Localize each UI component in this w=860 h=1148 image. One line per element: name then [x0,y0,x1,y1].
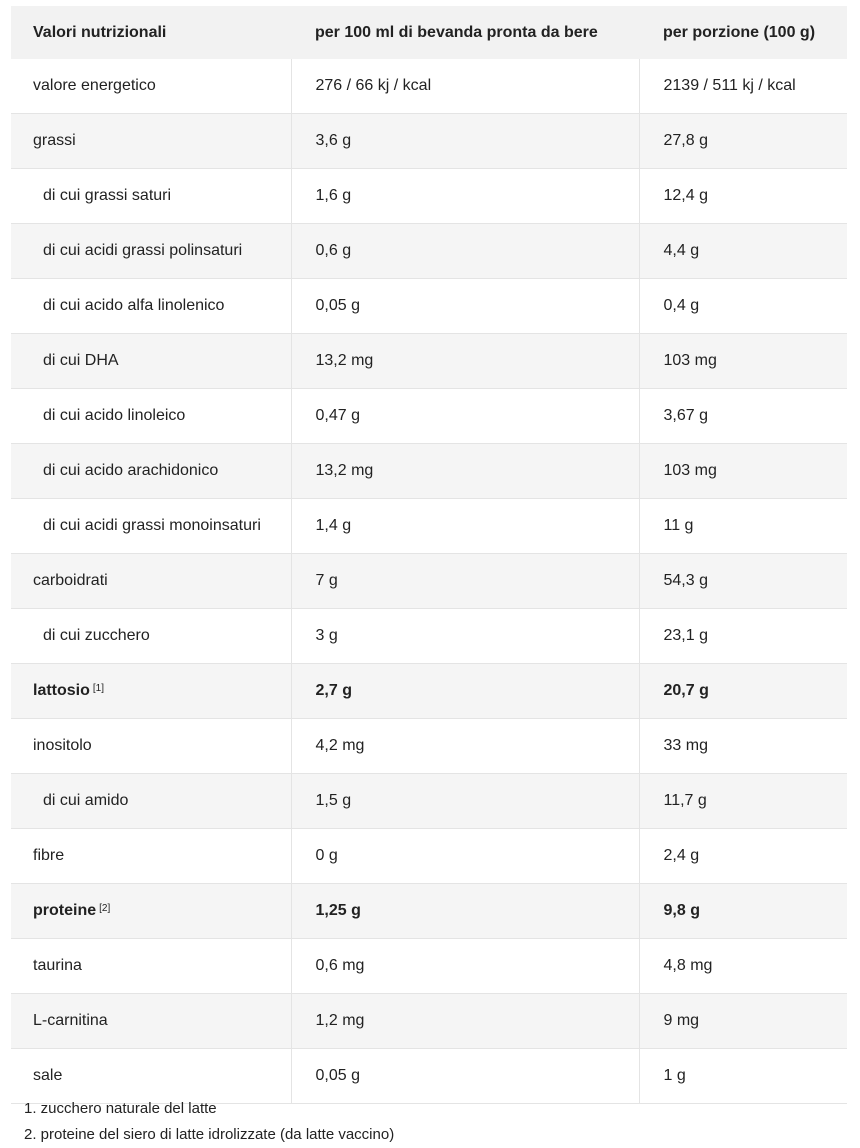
nutrient-name-cell [11,334,291,389]
nutrient-name-cell [11,114,291,169]
nutrient-name-cell [11,829,291,884]
table-row [11,169,847,224]
nutrient-name-cell [11,444,291,499]
value-per-100ml: 276 / 66 kj / kcal [291,59,639,114]
table-row [11,664,847,719]
nutrient-name-cell [11,884,291,939]
value-per-100ml: 7 g [291,554,639,609]
value-per-portion: 0,4 g [639,279,847,334]
value-per-100ml: 0,6 g [291,224,639,279]
nutrition-table [11,6,847,1104]
table-row [11,719,847,774]
nutrient-name: L-carnitina [33,1012,108,1029]
value-per-100ml: 0,05 g [291,1049,639,1104]
nutrient-name: di cui DHA [43,352,119,369]
table-row [11,444,847,499]
value-per-100ml: 3,6 g [291,114,639,169]
nutrition-table-container [11,6,847,1104]
nutrient-name: di cui grassi saturi [43,187,172,204]
nutrient-name: di cui amido [43,792,129,809]
nutrient-name: fibre [33,847,65,864]
nutrient-name-cell [11,774,291,829]
value-per-portion: 23,1 g [639,609,847,664]
nutrient-name-cell [11,169,291,224]
value-per-100ml: 0 g [291,829,639,884]
value-per-portion: 3,67 g [639,389,847,444]
nutrient-name: inositolo [33,737,92,754]
value-per-100ml: 13,2 mg [291,444,639,499]
nutrient-name: valore energetico [33,77,156,94]
nutrient-name-cell [11,939,291,994]
table-header-row [11,6,847,59]
value-per-portion: 54,3 g [639,554,847,609]
value-per-100ml: 2,7 g [291,664,639,719]
value-per-portion: 1 g [639,1049,847,1104]
footnote-reference: [2] [99,903,111,914]
table-row [11,554,847,609]
table-row [11,609,847,664]
nutrient-name-cell [11,389,291,444]
nutrient-name-cell [11,719,291,774]
nutrient-name: di cui acidi grassi monoinsaturi [43,517,261,534]
table-row [11,279,847,334]
nutrient-name-cell [11,664,291,719]
value-per-portion: 4,4 g [639,224,847,279]
value-per-100ml: 1,4 g [291,499,639,554]
value-per-portion: 2139 / 511 kj / kcal [639,59,847,114]
nutrient-name: carboidrati [33,572,108,589]
header-per-portion: per porzione (100 g) [639,6,847,59]
table-row [11,59,847,114]
value-per-portion: 4,8 mg [639,939,847,994]
value-per-portion: 11,7 g [639,774,847,829]
value-per-portion: 103 mg [639,334,847,389]
nutrient-name-cell [11,499,291,554]
table-row [11,829,847,884]
value-per-100ml: 1,25 g [291,884,639,939]
nutrient-name-cell [11,279,291,334]
nutrient-name-cell [11,224,291,279]
nutrient-name-cell [11,609,291,664]
nutrient-name-cell [11,554,291,609]
value-per-portion: 11 g [639,499,847,554]
value-per-portion: 2,4 g [639,829,847,884]
footnote-2: 2. proteine del siero di latte idrolizzate (da latte vaccino) [24,1126,395,1143]
nutrient-name: di cui acido arachidonico [43,462,219,479]
table-row [11,499,847,554]
table-row [11,114,847,169]
nutrient-name: proteine [33,902,97,919]
footnote-1: 1. zucchero naturale del latte [24,1100,217,1117]
nutrient-name: grassi [33,132,76,149]
table-row [11,334,847,389]
value-per-100ml: 3 g [291,609,639,664]
nutrient-name: taurina [33,957,82,974]
value-per-portion: 27,8 g [639,114,847,169]
value-per-100ml: 0,6 mg [291,939,639,994]
header-nutrient: Valori nutrizionali [11,6,291,59]
table-row [11,224,847,279]
table-row [11,774,847,829]
value-per-100ml: 0,47 g [291,389,639,444]
nutrient-name: di cui acido alfa linolenico [43,297,225,314]
header-per-100ml: per 100 ml di bevanda pronta da bere [291,6,639,59]
nutrient-name: di cui acido linoleico [43,407,186,424]
value-per-portion: 103 mg [639,444,847,499]
footnotes [24,1096,394,1148]
value-per-100ml: 1,2 mg [291,994,639,1049]
value-per-portion: 20,7 g [639,664,847,719]
nutrient-name: di cui zucchero [43,627,150,644]
value-per-100ml: 1,5 g [291,774,639,829]
footnote-reference: [1] [92,683,105,694]
table-row [11,884,847,939]
value-per-100ml: 4,2 mg [291,719,639,774]
table-body [11,59,847,1104]
table-row [11,994,847,1049]
nutrient-name-cell [11,994,291,1049]
value-per-100ml: 0,05 g [291,279,639,334]
nutrient-name: di cui acidi grassi polinsaturi [43,242,243,259]
value-per-portion: 33 mg [639,719,847,774]
nutrient-name: sale [33,1067,63,1084]
table-row [11,389,847,444]
value-per-100ml: 13,2 mg [291,334,639,389]
value-per-100ml: 1,6 g [291,169,639,224]
nutrient-name-cell [11,59,291,114]
value-per-portion: 9 mg [639,994,847,1049]
table-row [11,939,847,994]
value-per-portion: 12,4 g [639,169,847,224]
value-per-portion: 9,8 g [639,884,847,939]
nutrient-name: lattosio [33,682,90,699]
